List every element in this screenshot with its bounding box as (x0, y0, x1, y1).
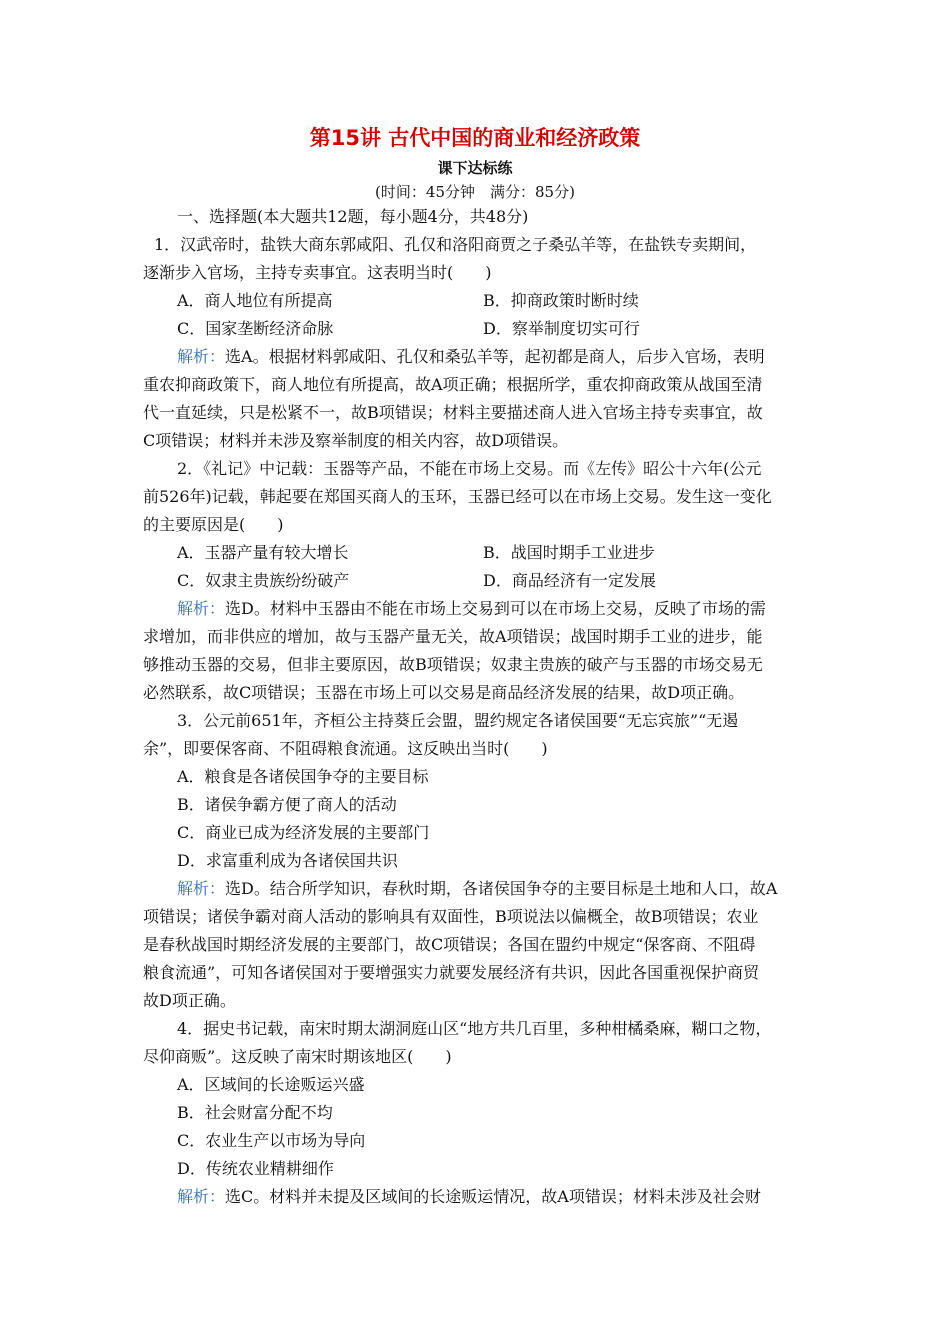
question-2-stem-line-2: 前526年)记载，韩起要在郑国买商人的玉环，玉器已经可以在市场上交易。发生这一变化 (143, 487, 772, 506)
question-4-stem-line-1: 4．据史书记载，南宋时期太湖洞庭山区“地方共几百里，多种柑橘桑麻，糊口之物， (177, 1019, 772, 1038)
question-3-analysis-line-1 (177, 878, 777, 900)
question-1-stem-line-1: 1．汉武帝时，盐铁大商东郭咸阳、孔仅和洛阳商贾之子桑弘羊等，在盐铁专卖期间， (154, 235, 757, 254)
analysis-label: 解析： (177, 879, 226, 898)
question-3-option-d: D．求富重利成为各诸侯国共识 (177, 851, 398, 870)
question-3-analysis-line-3: 是春秋战国时期经济发展的主要部门，故C项错误；各国在盟约中规定“保客商、不阻碍 (143, 935, 756, 954)
question-1-option-b: B．抑商政策时断时续 (483, 291, 639, 310)
question-3-option-c: C．商业已成为经济发展的主要部门 (177, 823, 430, 842)
question-1-stem-line-2: 逐渐步入官场，主持专卖事宜。这表明当时( ) (143, 263, 492, 282)
question-2-stem-line-1: 2．《礼记》中记载：玉器等产品，不能在市场上交易。而《左传》昭公十六年(公元 (177, 459, 762, 478)
analysis-text: 选D。材料中玉器由不能在市场上交易到可以在市场上交易，反映了市场的需 (225, 599, 766, 618)
section-heading: 一、选择题(本大题共12题，每小题4分，共48分) (177, 207, 529, 226)
question-2-stem-line-3: 的主要原因是( ) (143, 515, 284, 534)
question-3-stem-line-1: 3．公元前651年，齐桓公主持葵丘会盟，盟约规定各诸侯国要“无忘宾旅”“无遏 (177, 711, 739, 730)
question-4-option-c: C．农业生产以市场为导向 (177, 1131, 366, 1150)
question-2-analysis-line-3: 够推动玉器的交易，但非主要原因，故B项错误；奴隶主贵族的破产与玉器的市场交易无 (143, 655, 763, 674)
question-1-option-a: A．商人地位有所提高 (177, 291, 333, 310)
question-2-analysis-line-2: 求增加，而非供应的增加，故与玉器产量无关，故A项错误；战国时期手工业的进步，能 (143, 627, 763, 646)
analysis-label: 解析： (177, 1187, 226, 1206)
question-3-stem-line-2: 余”，即要保客商、不阻碍粮食流通。这反映出当时( ) (143, 739, 548, 758)
question-2-option-a: A．玉器产量有较大增长 (177, 543, 349, 562)
question-3-option-b: B．诸侯争霸方便了商人的活动 (177, 795, 397, 814)
question-4-option-d: D．传统农业精耕细作 (177, 1159, 334, 1178)
question-4-option-a: A．区域间的长途贩运兴盛 (177, 1075, 365, 1094)
analysis-text: 选C。材料并未提及区域间的长途贩运情况，故A项错误；材料未涉及社会财 (225, 1187, 761, 1206)
question-4-option-b: B．社会财富分配不均 (177, 1103, 333, 1122)
question-3-analysis-line-5: 故D项正确。 (143, 991, 236, 1010)
question-2-option-b: B．战国时期手工业进步 (483, 543, 655, 562)
question-1-option-d: D．察举制度切实可行 (483, 319, 640, 338)
question-2-option-c: C．奴隶主贵族纷纷破产 (177, 571, 350, 590)
page-title: 第15讲 古代中国的商业和经济政策 (309, 126, 641, 150)
question-3-option-a: A．粮食是各诸侯国争夺的主要目标 (177, 767, 429, 786)
time-info: (时间：45分钟 满分：85分) (375, 183, 575, 201)
analysis-text: 选D。结合所学知识，春秋时期，各诸侯国争夺的主要目标是土地和人口，故A (225, 879, 778, 898)
question-4-analysis-line-1 (177, 1186, 761, 1208)
question-2-analysis-line-4: 必然联系，故C项错误；玉器在市场上可以交易是商品经济发展的结果，故D项正确。 (143, 683, 745, 702)
question-3-analysis-line-2: 项错误；诸侯争霸对商人活动的影响具有双面性，B项说法以偏概全，故B项错误；农业 (143, 907, 759, 926)
page-subtitle: 课下达标练 (437, 159, 513, 177)
question-2-option-d: D．商品经济有一定发展 (483, 571, 656, 590)
question-1-analysis-line-2: 重农抑商政策下，商人地位有所提高，故A项正确；根据所学，重农抑商政策从战国至清 (143, 375, 763, 394)
question-1-option-c: C．国家垄断经济命脉 (177, 319, 334, 338)
analysis-label: 解析： (177, 347, 226, 366)
question-1-analysis-line-3: 代一直延续，只是松紧不一，故B项错误；材料主要描述商人进入官场主持专卖事宜，故 (143, 403, 763, 422)
question-1-analysis-line-1 (177, 346, 765, 368)
question-4-stem-line-2: 尽仰商贩”。这反映了南宋时期该地区( ) (143, 1047, 452, 1066)
question-2-analysis-line-1 (177, 598, 766, 620)
question-1-analysis-line-4: C项错误；材料并未涉及察举制度的相关内容，故D项错误。 (143, 431, 569, 450)
analysis-text: 选A。根据材料郭咸阳、孔仅和桑弘羊等，起初都是商人，后步入官场，表明 (225, 347, 765, 366)
question-3-analysis-line-4: 粮食流通”，可知各诸侯国对于要增强实力就要发展经济有共识，因此各国重视保护商贸 (143, 963, 760, 982)
analysis-label: 解析： (177, 599, 226, 618)
